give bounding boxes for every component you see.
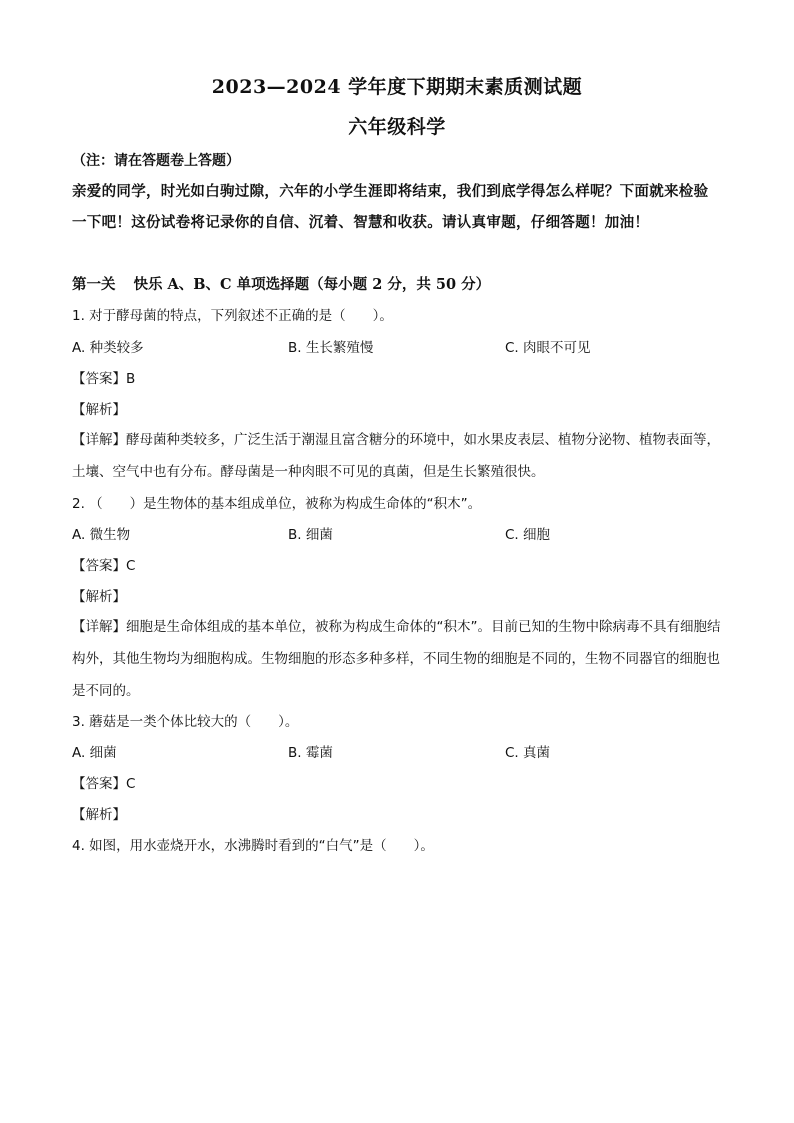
question-3-option-c: C. 真菌 [505,745,551,761]
answer-note: （注：请在答题卷上答题） [72,153,240,169]
question-3-answer: 【答案】C [72,776,136,792]
question-1-option-b: B. 生长繁殖慢 [288,340,374,356]
question-2-analysis: 【解析】 [72,589,126,605]
question-4-stem: 4. 如图，用水壶烧开水，水沸腾时看到的“白气”是（ ）。 [72,838,434,854]
section-title: 快乐 A、B、C 单项选择题（每小题 2 分，共 50 分） [133,276,491,293]
section-name: 第一关 [72,276,116,293]
question-2-option-b: B. 细菌 [288,527,333,543]
question-3-analysis: 【解析】 [72,807,126,823]
section-heading [72,273,722,294]
exam-title: 2023—2024 学年度下期期末素质测试题 [211,76,583,98]
question-1-detail: 【详解】酵母菌种类较多，广泛生活于潮湿且富含糖分的环境中，如水果皮表层、植物分泌物、植物表面等，土壤、空气中也有分布。酵母菌是一种肉眼不可见的真菌，但是生长繁殖很快。 [72,432,720,480]
question-1-stem: 1. 对于酵母菌的特点，下列叙述不正确的是（ ）。 [72,308,393,324]
intro-paragraph: 亲爱的同学，时光如白驹过隙，六年的小学生涯即将结束，我们到底学得怎么样呢？下面就来检验一下吧！这份试卷将记录你的自信、沉着、智慧和收获。请认真审题，仔细答题！加油！ [72,183,709,231]
question-2-stem: 2. （ ）是生物体的基本组成单位，被称为构成生命体的“积木”。 [72,496,482,512]
question-3-stem: 3. 蘑菇是一类个体比较大的（ ）。 [72,714,299,730]
question-1-analysis: 【解析】 [72,402,126,418]
question-2-answer: 【答案】C [72,558,136,574]
question-1-option-c: C. 肉眼不可见 [505,340,591,356]
question-2-option-c: C. 细胞 [505,527,551,543]
question-3-option-a: A. 细菌 [72,745,117,761]
question-2-option-a: A. 微生物 [72,527,131,543]
question-3-option-b: B. 霉菌 [288,745,333,761]
question-1-answer: 【答案】B [72,371,136,387]
exam-subtitle: 六年级科学 [348,116,446,138]
question-2-detail: 【详解】细胞是生命体组成的基本单位，被称为构成生命体的“积木”。目前已知的生物中除病毒不具有细胞结构外，其他生物均为细胞构成。生物细胞的形态多种多样，不同生物的细胞是不同的，生物不同器官的细胞也是不同的。 [72,619,721,699]
question-1-option-a: A. 种类较多 [72,340,144,356]
